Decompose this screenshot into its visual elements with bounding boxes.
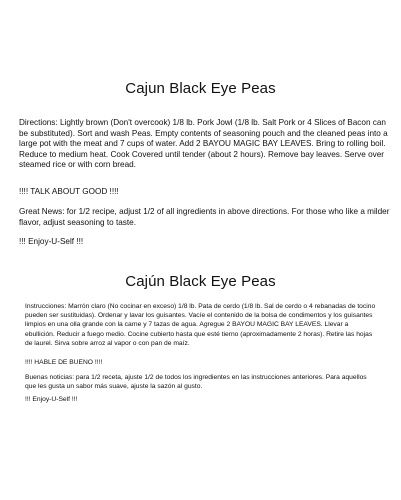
recipe-title-spanish: Cajún Black Eye Peas xyxy=(125,273,276,290)
recipe-title-english: Cajun Black Eye Peas xyxy=(125,80,276,97)
hable-de-bueno-line: !!!! HABLE DE BUENO !!!! xyxy=(25,359,103,366)
enjoy-line: !!! Enjoy-U-Self !!! xyxy=(19,237,84,246)
exclaim-text xyxy=(19,187,391,198)
instrucciones-text xyxy=(25,302,377,348)
hable-de-bueno-text xyxy=(25,358,377,367)
buenas-noticias-text xyxy=(25,373,377,391)
enjoy-spanish-line: !!! Enjoy-U-Self !!! xyxy=(25,396,78,403)
great-news-paragraph: Great News: for 1/2 recipe, adjust 1/2 of all ingredients in above directions. For those who like a milder flavor, adjust seasoning to taste. xyxy=(19,207,390,227)
enjoy-text xyxy=(19,237,391,248)
buenas-noticias-paragraph: Buenas noticias: para 1/2 receta, ajuste 1/2 de todos los ingredientes en las instrucciones anteriores. Para aquellos que les gusta un sabor más suave, ajuste la sazón al gusto. xyxy=(25,374,367,391)
directions-text xyxy=(19,118,391,171)
enjoy-spanish-text xyxy=(25,395,377,404)
great-news-text xyxy=(19,207,391,228)
talk-about-good-text: !!!! TALK ABOUT GOOD !!!! xyxy=(19,187,119,196)
directions-paragraph: Directions: Lightly brown (Don't overcook) 1/8 lb. Pork Jowl (1/8 lb. Salt Pork or 4 Slices of Bacon can be substituted). Sort and wash Peas. Empty contents of seasoning pouch and the cleaned peas into a large pot with the meat and 7 cups of water. Add 2 BAYOU MAGIC BAY LEAVES. Bring to rolling boil. Reduce to medium heat. Cook Covered until tender (about 2 hours). Remove bay leaves. Serve over steamed rice or with corn bread. xyxy=(19,118,388,170)
instrucciones-paragraph: Instrucciones: Marrón claro (No cocinar en exceso) 1/8 lb. Pata de cerdo (1/8 lb. Sal de cerdo o 4 rebanadas de tocino pueden ser sustituidas). Ordenar y lavar los guisantes. Vacíe el contenido de la bolsa de condimentos y los guisantes limpios en una olla grande con la carne y 7 tazas de agua. Agregue 2 BAYOU MAGIC BAY LEAVES. Llevar a ebullición. Reducir a fuego medio. Cocine cubierto hasta que esté tierno (aproximadamente 2 horas). Retire las hojas de laurel. Sirva sobre arroz al vapor o con pan de maíz. xyxy=(25,303,376,347)
